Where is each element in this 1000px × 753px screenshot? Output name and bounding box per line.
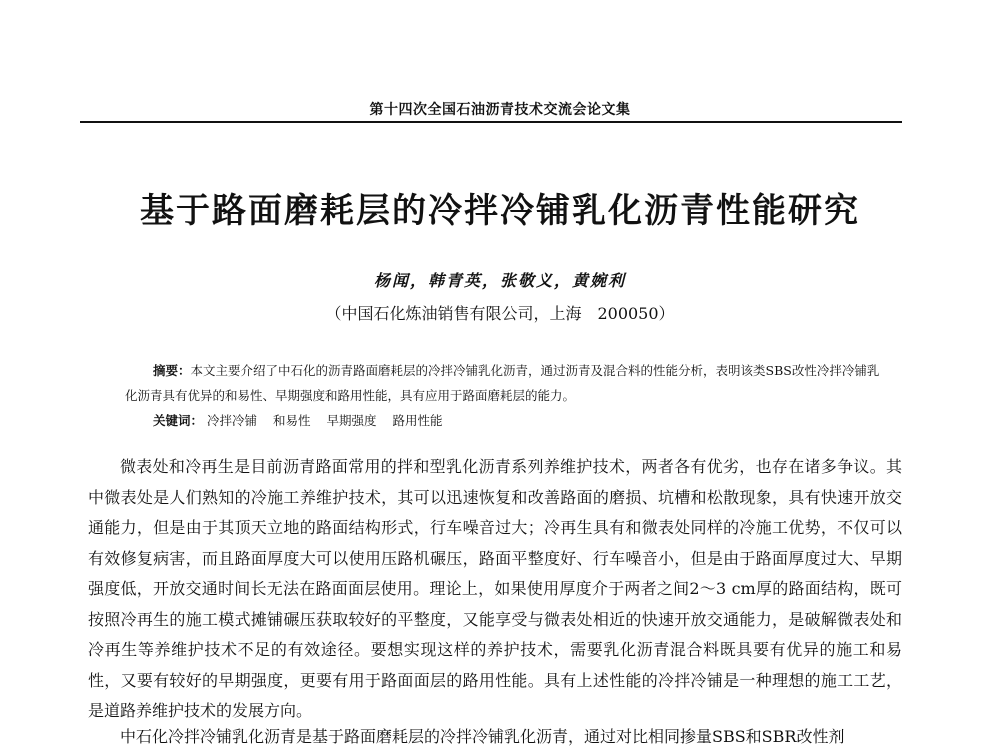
- keyword-item: 路用性能: [392, 413, 443, 428]
- paper-title: 基于路面磨耗层的冷拌冷铺乳化沥青性能研究: [140, 191, 860, 231]
- abstract: [125, 358, 880, 408]
- header-rule: [80, 121, 902, 123]
- keyword-item: 和易性: [273, 413, 311, 428]
- keywords-label: 关键词：: [153, 413, 204, 428]
- keyword-item: 早期强度: [326, 413, 377, 428]
- running-header: 第十四次全国石油沥青技术交流会论文集: [369, 102, 631, 118]
- keyword-item: 冷拌冷铺: [207, 413, 258, 428]
- keywords: [153, 408, 455, 433]
- affiliation: （中国石化炼油销售有限公司，上海 200050）: [325, 304, 675, 323]
- abstract-text: 本文主要介绍了中石化的沥青路面磨耗层的冷拌冷铺乳化沥青，通过沥青及混合料的性能分析，表明该类SBS改性冷拌冷铺乳化沥青具有优异的和易性、早期强度和路用性能，具有应用于路面磨耗层的能力。: [125, 363, 880, 403]
- body-paragraph-next: 中石化冷拌冷铺乳化沥青是基于路面磨耗层的冷拌冷铺乳化沥青，通过对比相同掺量SBS和SBR改性剂: [120, 727, 845, 746]
- abstract-label: 摘要：: [153, 363, 191, 378]
- author-list: 杨闻，韩青英，张敬义，黄婉利: [373, 271, 626, 290]
- body-paragraph: 微表处和冷再生是目前沥青路面常用的拌和型乳化沥青系列养维护技术，两者各有优劣，也存在诸多争议。其中微表处是人们熟知的冷施工养维护技术，其可以迅速恢复和改善路面的磨损、坑槽和松散现象，具有快速开放交通能力，但是由于其顶天立地的路面结构形式，行车噪音过大；冷再生具有和微表处同样的冷施工优势，不仅可以有效修复病害，而且路面厚度大可以使用压路机碾压，路面平整度好、行车噪音小，但是由于路面厚度过大、早期强度低，开放交通时间长无法在路面面层使用。理论上，如果使用厚度介于两者之间2～3 cm厚的路面结构，既可按照冷再生的施工模式摊铺碾压获取较好的平整度，又能享受与微表处相近的快速开放交通能力，是破解微表处和冷再生等养维护技术不足的有效途径。要想实现这样的养护技术，需要乳化沥青混合料既具要有优异的施工和易性，又要有较好的早期强度，更要有用于路面面层的路用性能。具有上述性能的冷拌冷铺是一种理想的施工工艺，是道路养维护技术的发展方向。: [88, 457, 902, 720]
